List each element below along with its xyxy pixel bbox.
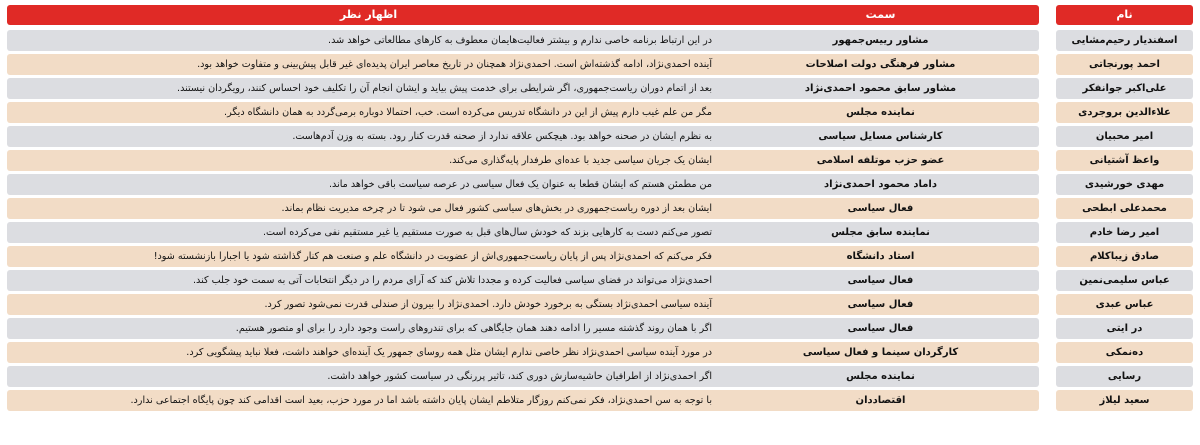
opinion-cell: در مورد آینده سیاسی احمدی‌نژاد نظر خاصی ندارم ایشان مثل همه روسای جمهور یک آینده‌ای خواهند داشت، فعلا نباید پیشگویی کرد.: [7, 342, 730, 363]
name-header: نام: [1056, 5, 1193, 25]
name-cell: ده‌نمکی: [1056, 342, 1193, 363]
position-cell: مشاور فرهنگی دولت اصلاحات: [722, 54, 1039, 75]
name-cell: مهدی خورشیدی: [1056, 174, 1193, 195]
opinion-column: [7, 5, 730, 414]
name-cell: سعید لیلاز: [1056, 390, 1193, 411]
position-cell: کارگردان سینما و فعال سیاسی: [722, 342, 1039, 363]
name-cell: علی‌اکبر جوانفکر: [1056, 78, 1193, 99]
position-column: [722, 5, 1039, 414]
name-cell: محمدعلی ابطحی: [1056, 198, 1193, 219]
name-cell: در ایتی: [1056, 318, 1193, 339]
position-cell: مشاور رییس‌جمهور: [722, 30, 1039, 51]
position-cell: نماینده سابق مجلس: [722, 222, 1039, 243]
opinion-header: اظهار نظر: [7, 5, 730, 25]
opinion-cell: بعد از اتمام دوران ریاست‌جمهوری، اگر شرایطی برای خدمت پیش بیاید و ایشان انجام آن را تکلیف خود احساس کنند، رویگردان نیستند.: [7, 78, 730, 99]
opinion-cell: آینده سیاسی احمدی‌نژاد بستگی به برخورد خودش دارد. احمدی‌نژاد را بیرون از صندلی قدرت نمی‌شود تصور کرد.: [7, 294, 730, 315]
name-cell: صادق زیباکلام: [1056, 246, 1193, 267]
name-cell: رسایی: [1056, 366, 1193, 387]
opinion-cell: مگر من علم غیب دارم پیش از این در دانشگاه تدریس می‌کرده است. خب، احتمالا دوباره برمی‌گردد به همان دانشگاه دیگر.: [7, 102, 730, 123]
opinion-cell: به نظرم ایشان در صحنه خواهد بود. هیچکس علاقه ندارد از صحنه قدرت کنار رود. بسته به وزن آدم‌هاست.: [7, 126, 730, 147]
name-cell: احمد پورنجاتی: [1056, 54, 1193, 75]
name-cell: اسفندیار رحیم‌مشایی: [1056, 30, 1193, 51]
opinion-cell: آینده احمدی‌نژاد، ادامه گذشته‌اش است. احمدی‌نژاد همچنان در تاریخ معاصر ایران پدیده‌ای غیر قابل پیش‌بینی و متفاوت خواهد بود.: [7, 54, 730, 75]
opinion-cell: با توجه به سن احمدی‌نژاد، فکر نمی‌کنم روزگار متلاطم ایشان پایان داشته باشد اما در مورد حزب، بعید است اقدامی کند چون پایگاه اجتماعی ندارد.: [7, 390, 730, 411]
position-cell: داماد محمود احمدی‌نژاد: [722, 174, 1039, 195]
position-cell: فعال سیاسی: [722, 270, 1039, 291]
position-cell: کارشناس مسایل سیاسی: [722, 126, 1039, 147]
opinion-cell: در این ارتباط برنامه خاصی ندارم و بیشتر فعالیت‌هایمان معطوف به کارهای مطالعاتی خواهد شد.: [7, 30, 730, 51]
position-header: سمت: [722, 5, 1039, 25]
opinion-cell: ایشان بعد از دوره ریاست‌جمهوری در بخش‌های سیاسی کشور فعال می شود تا در چرخه مدیریت نظام بماند.: [7, 198, 730, 219]
position-cell: نماینده مجلس: [722, 366, 1039, 387]
opinion-cell: اگر احمدی‌نژاد از اطرافیان حاشیه‌سازش دوری کند، تاثیر پررنگی در سیاست کشور خواهد داشت.: [7, 366, 730, 387]
opinion-cell: احمدی‌نژاد می‌تواند در فضای سیاسی فعالیت کرده و مجددا تلاش کند که آرای مردم را در دیگر انتخابات آتی به سمت خود جلب کند.: [7, 270, 730, 291]
position-cell: استاد دانشگاه: [722, 246, 1039, 267]
position-cell: فعال سیاسی: [722, 294, 1039, 315]
name-cell: علاءالدین بروجردی: [1056, 102, 1193, 123]
name-cell: عباس سلیمی‌نمین: [1056, 270, 1193, 291]
name-cell: امیر محبیان: [1056, 126, 1193, 147]
position-cell: فعال سیاسی: [722, 198, 1039, 219]
position-cell: عضو حزب موتلفه اسلامی: [722, 150, 1039, 171]
name-cell: عباس عبدی: [1056, 294, 1193, 315]
name-column: [1056, 5, 1193, 414]
opinion-cell: تصور می‌کنم دست به کارهایی بزند که خودش سال‌های قبل به صورت مستقیم یا غیر مستقیم نفی می‌کرده است.: [7, 222, 730, 243]
opinion-cell: ایشان یک جریان سیاسی جدید با عده‌ای طرفدار پایه‌گذاری می‌کند.: [7, 150, 730, 171]
opinion-cell: من مطمئن هستم که ایشان قطعا به عنوان یک فعال سیاسی در عرصه سیاست باقی خواهد ماند.: [7, 174, 730, 195]
position-cell: اقتصاددان: [722, 390, 1039, 411]
position-cell: نماینده مجلس: [722, 102, 1039, 123]
opinion-cell: فکر می‌کنم که احمدی‌نژاد پس از پایان ریاست‌جمهوری‌اش از عضویت در دانشگاه علم و صنعت هم کنار گذاشته شود یا اجبارا بازنشسته شود!: [7, 246, 730, 267]
position-cell: مشاور سابق محمود احمدی‌نژاد: [722, 78, 1039, 99]
name-cell: امیر رضا خادم: [1056, 222, 1193, 243]
opinion-cell: اگر با همان روند گذشته مسیر را ادامه دهند همان جایگاهی که برای تندروهای راست وجود دارد را برای او متصور هستیم.: [7, 318, 730, 339]
position-cell: فعال سیاسی: [722, 318, 1039, 339]
name-cell: واعظ آشتیانی: [1056, 150, 1193, 171]
